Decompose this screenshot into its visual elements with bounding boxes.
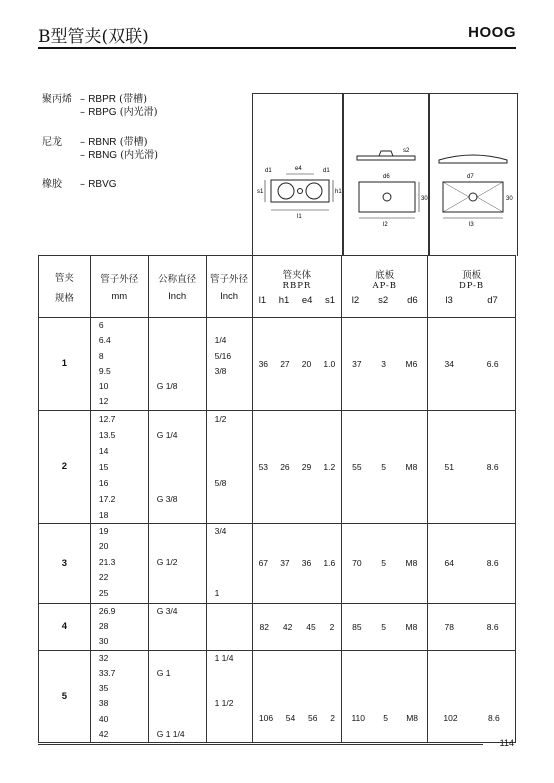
top-values: 78 8.6 xyxy=(428,603,516,650)
header-nominal: 公称直径 Inch xyxy=(148,256,206,318)
pipe-od-inch-list: 3/4 1 xyxy=(206,523,252,603)
page-title: B型管夹(双联) xyxy=(38,27,149,47)
base-plate-drawing xyxy=(343,94,429,256)
pipe-od-mm-list: 6 6.4 8 9.5 10 12 xyxy=(90,318,148,411)
pipe-od-mm-list: 32 33.7 35 38 40 42 xyxy=(90,650,148,742)
figure-base-plate xyxy=(342,93,430,256)
nominal-list: G 1/8 xyxy=(148,318,206,411)
label-d1: d1 xyxy=(323,168,330,174)
material-name: 橡胶 xyxy=(42,179,62,190)
top-values: 102 8.6 xyxy=(428,650,516,742)
nominal-list: G 1/4 G 3/8 xyxy=(148,410,206,523)
material-note: (内光滑) xyxy=(120,150,159,161)
material-group-pp: 聚丙烯 – RBPR (带槽) – RBPG (内光滑) xyxy=(42,94,158,118)
clamp-body-drawing xyxy=(253,94,343,256)
table-row xyxy=(39,603,516,650)
pipe-od-inch-list: 1/4 5/16 3/8 xyxy=(206,318,252,411)
table-row xyxy=(39,523,516,603)
figure-top-plate xyxy=(428,93,518,256)
spec-table xyxy=(38,255,516,743)
clamp-size: 4 xyxy=(39,603,91,650)
footer-rule xyxy=(38,744,483,745)
plate-values: 70 5 M8 xyxy=(342,523,428,603)
material-group-rubber: 橡胶 – RBVG xyxy=(42,179,117,190)
label-s2: s2 xyxy=(403,148,410,154)
pipe-od-mm-list: 26.9 28 30 xyxy=(90,603,148,650)
plate-values: 55 5 M8 xyxy=(342,410,428,523)
clamp-size: 1 xyxy=(39,318,91,411)
body-values: 67 37 36 1.6 xyxy=(252,523,342,603)
label-h1: h1 xyxy=(335,189,342,195)
table-row xyxy=(39,410,516,523)
material-code: RBNR xyxy=(88,137,117,148)
page-number: 114 xyxy=(499,738,514,748)
brand-logo: HOOG xyxy=(468,24,516,41)
body-values: 82 42 45 2 xyxy=(252,603,342,650)
material-name: 尼龙 xyxy=(42,137,62,148)
pipe-od-mm-list: 19 20 21.3 22 25 xyxy=(90,523,148,603)
label-e4: e4 xyxy=(295,166,302,172)
material-name: 聚丙烯 xyxy=(42,94,72,105)
body-values: 106 54 56 2 xyxy=(252,650,342,742)
header-rule xyxy=(38,47,516,49)
top-plate-drawing xyxy=(429,94,517,256)
label-30: 30 xyxy=(506,196,513,202)
material-code: RBPR xyxy=(88,94,116,105)
top-values: 64 8.6 xyxy=(428,523,516,603)
figure-clamp-body xyxy=(252,93,344,256)
body-values: 53 26 29 1.2 xyxy=(252,410,342,523)
table-row xyxy=(39,318,516,411)
pipe-od-mm-list: 12.7 13.5 14 15 16 17.2 18 xyxy=(90,410,148,523)
plate-values: 85 5 M8 xyxy=(342,603,428,650)
material-note: (带槽) xyxy=(119,94,147,105)
label-d6: d6 xyxy=(383,174,390,180)
header-pipe-od-mm: 管子外径 mm xyxy=(90,256,148,318)
label-l3: l3 xyxy=(469,222,474,228)
material-code: RBVG xyxy=(88,179,117,190)
material-code: RBPG xyxy=(88,107,117,118)
pipe-od-inch-list xyxy=(206,603,252,650)
label-l1: l1 xyxy=(297,214,302,220)
label-s1: s1 xyxy=(257,189,264,195)
header-top-plate: 顶板 DP-B l3 d7 xyxy=(428,256,516,318)
material-note: (内光滑) xyxy=(119,107,158,118)
material-code: RBNG xyxy=(88,150,118,161)
material-note: (带槽) xyxy=(119,137,148,148)
material-group-nylon: 尼龙 – RBNR (带槽) – RBNG (内光滑) xyxy=(42,137,159,161)
header-pipe-od-inch: 管子外径 Inch xyxy=(206,256,252,318)
header-clamp-size: 管夹 规格 xyxy=(39,256,91,318)
clamp-size: 2 xyxy=(39,410,91,523)
clamp-size: 5 xyxy=(39,650,91,742)
plate-values: 37 3 M6 xyxy=(342,318,428,411)
top-values: 51 8.6 xyxy=(428,410,516,523)
pipe-od-inch-list: 1/2 5/8 xyxy=(206,410,252,523)
header-clamp-body: 管夹体 RBPR l1 h1 e4 s1 xyxy=(252,256,342,318)
label-d1: d1 xyxy=(265,168,272,174)
plate-values: 110 5 M8 xyxy=(342,650,428,742)
nominal-list: G 1 G 1 1/4 xyxy=(148,650,206,742)
table-header-row xyxy=(39,256,516,318)
nominal-list: G 3/4 xyxy=(148,603,206,650)
table-row xyxy=(39,650,516,742)
label-30: 30 xyxy=(421,196,428,202)
label-d7: d7 xyxy=(467,174,474,180)
body-values: 36 27 20 1.0 xyxy=(252,318,342,411)
clamp-size: 3 xyxy=(39,523,91,603)
pipe-od-inch-list: 1 1/4 1 1/2 xyxy=(206,650,252,742)
label-l2: l2 xyxy=(383,222,388,228)
top-values: 34 6.6 xyxy=(428,318,516,411)
nominal-list: G 1/2 xyxy=(148,523,206,603)
header-base-plate: 底板 AP-B l2 s2 d6 xyxy=(342,256,428,318)
